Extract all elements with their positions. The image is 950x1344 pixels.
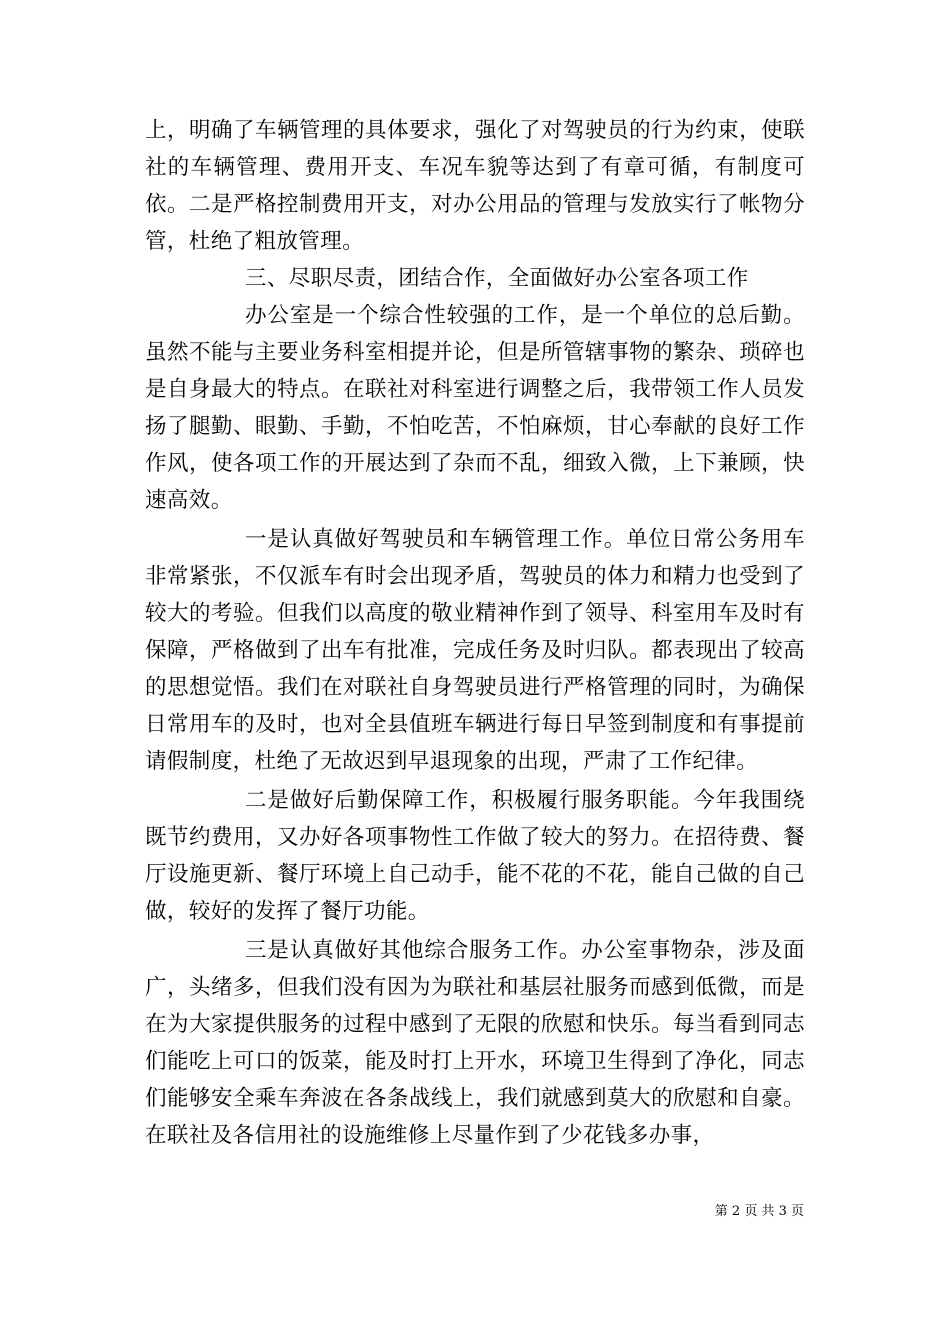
document-body <box>145 112 805 1154</box>
page-number-footer: 第 2 页 共 3 页 <box>714 1204 804 1219</box>
paragraph-3: 办公室是一个综合性较强的工作，是一个单位的总后勤。虽然不能与主要业务科室相提并论，但是所管辖事物的繁杂、琐碎也是自身最大的特点。在联社对科室进行调整之后，我带领工作人员发扬了腿勤、眼勤、手勤，不怕吃苦，不怕麻烦，甘心奉献的良好工作作风，使各项工作的开展达到了杂而不乱，细致入微，上下兼顾，快速高效。 <box>145 303 805 513</box>
paragraph-4: 一是认真做好驾驶员和车辆管理工作。单位日常公务用车非常紧张，不仅派车有时会出现矛盾，驾驶员的体力和精力也受到了较大的考验。但我们以高度的敬业精神作到了领导、科室用车及时有保障，严格做到了出车有批准，完成任务及时归队。都表现出了较高的思想觉悟。我们在对联社自身驾驶员进行严格管理的同时，为确保日常用车的及时，也对全县值班车辆进行每日早签到制度和有事提前请假制度，杜绝了无故迟到早退现象的出现，严肃了工作纪律。 <box>145 527 805 774</box>
section-heading: 三、尽职尽责，团结合作，全面做好办公室各项工作 <box>245 266 749 291</box>
paragraph-5: 二是做好后勤保障工作，积极履行服务职能。今年我围绕既节约费用，又办好各项事物性工作做了较大的努力。在招待费、餐厅设施更新、餐厅环境上自己动手，能不花的不花，能自己做的自己做，较好的发挥了餐厅功能。 <box>145 788 805 924</box>
paragraph-6: 三是认真做好其他综合服务工作。办公室事物杂，涉及面广，头绪多，但我们没有因为为联社和基层社服务而感到低微，而是在为大家提供服务的过程中感到了无限的欣慰和快乐。每当看到同志们能吃上可口的饭菜，能及时打上开水，环境卫生得到了净化，同志们能够安全乘车奔波在各条战线上，我们就感到莫大的欣慰和自豪。在联社及各信用社的设施维修上尽量作到了少花钱多办事， <box>145 938 805 1148</box>
paragraph-1: 上，明确了车辆管理的具体要求，强化了对驾驶员的行为约束，使联社的车辆管理、费用开支、车况车貌等达到了有章可循，有制度可依。二是严格控制费用开支，对办公用品的管理与发放实行了帐物分管，杜绝了粗放管理。 <box>145 118 805 254</box>
